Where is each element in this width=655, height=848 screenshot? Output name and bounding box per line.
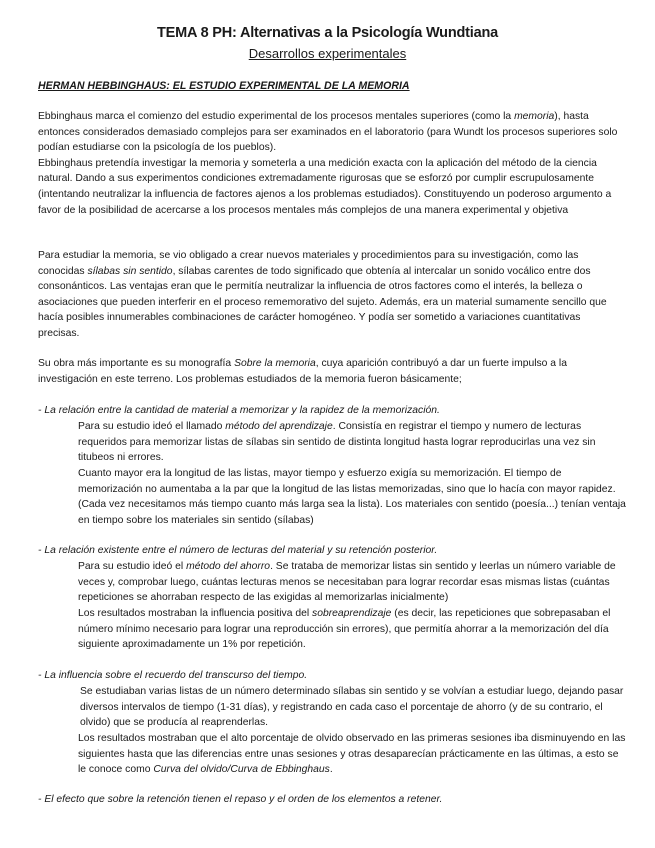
text-run: ), hasta entonces considerados demasiado complejos para ser examinados en el laboratorio (para Wundt los procesos superiores solo podían estudiarse con la psicología de los pueblos). (38, 111, 618, 154)
page-subtitle: Desarrollos experimentales (248, 46, 407, 61)
text-run: Para estudiar la memoria, se vio obligado a crear nuevos materiales y procedimientos para su investigación, como las conocidas (38, 250, 579, 277)
paragraph-monograph (38, 356, 623, 387)
emphasis-text: Sobre la memoria (234, 358, 316, 369)
text-run: Los resultados mostraban la influencia positiva del (78, 608, 313, 619)
section-heading: HERMAN HEBBINGHAUS: EL ESTUDIO EXPERIMENTAL DE LA MEMORIA (38, 80, 410, 92)
list-item-paragraph (78, 559, 626, 606)
emphasis-text: sobreaprendizaje (312, 608, 392, 619)
text-run: . (329, 764, 333, 776)
text-run: Se estudiaban varias listas de un número determinado sílabas sin sentido y se volvían a estudiar luego, dejando pasar diversos intervalos de tiempo (1-31 días), y registrando en cada caso el porcentaje de ahorro (y de su contrario, el olvido) que se producía al reaprenderlas. (80, 686, 624, 729)
text-run: Cuanto mayor era la longitud de las listas, mayor tiempo y esfuerzo exigía su memorización. El tiempo de memorización no aumentaba a la par que la longitud de las listas memorizadas, sino que lo hacía con mayor rapidez. (Cada vez necesitamos más tiempo cuanto más larga sea la lista). Los materiales con sentido (poesía...) tenían ventaja en tiempo sobre los materiales sin sentido (sílabas) (78, 468, 626, 526)
paragraph-materials (38, 248, 623, 342)
text-run: Ebbinghaus marca el comienzo del estudio experimental de los procesos mentales superiores (como la (38, 111, 515, 122)
list-item-heading: - La relación existente entre el número de lecturas del material y su retención posterior. (38, 545, 438, 556)
emphasis-text: memoria (514, 111, 555, 122)
text-run: (es decir, las repeticiones que sobrepasaban el número mínimo necesario para lograr una reproducción sin errores), que permitía ahorrar a la memorización del día siguiente aproximadamente un 1% por repetición. (78, 608, 611, 651)
paragraph-intro (38, 109, 623, 218)
text-run: , sílabas carentes de todo significado que obtenía al intercalar un sonido vocálico entre dos consonánticos. Las ventajas eran que le permitía neutralizar la influencia de otros factores como el interés, la belleza o asociaciones que pueden interferir en el proceso rememorativo del sujeto. Además, era un material sumamente sencillo que hacía posibles innumerables combinaciones de carácter homogéneo. Y podía ser sometido a variaciones cuantitativas precisas. (38, 265, 607, 339)
list-item-heading: - La relación entre la cantidad de material a memorizar y la rapidez de la memorización. (38, 405, 440, 416)
list-item-paragraph (78, 731, 626, 778)
emphasis-text: sílabas sin sentido (87, 265, 173, 277)
text-run: Su obra más importante es su monografía (38, 358, 235, 369)
text-run: Los resultados mostraban que el alto porcentaje de olvido observado en las primeras sesiones iba disminuyendo en las siguientes hasta que las diferencias entre unas sesiones y otras desaparecían prácticamente en las últimas, a esto se le conoce como (78, 733, 626, 776)
list-item-paragraph (78, 466, 626, 528)
emphasis-text: Curva del olvido/Curva de Ebbinghaus (153, 764, 330, 776)
list-item-paragraph (78, 419, 626, 466)
list-item-heading: - El efecto que sobre la retención tienen el repaso y el orden de los elementos a retener. (38, 794, 443, 805)
text-run: , cuya aparición contribuyó a dar un fuerte impulso a la investigación en este terreno. Los problemas estudiados de la memoria fueron básicamente; (38, 358, 567, 385)
text-run: . Se trataba de memorizar listas sin sentido y leerlas un número variable de veces y, comprobar luego, cuántas lecturas menos se necesitaban para lograr recordar esas mismas listas (cuántas repeticiones se ahorraban respecto de las exigidas al memorizarlas inicialmente) (78, 561, 616, 604)
list-item-paragraph (78, 606, 626, 653)
text-run: Ebbinghaus pretendía investigar la memoria y someterla a una medición exacta con la aplicación del método de la ciencia natural. Dando a sus experimentos condiciones extremadamente rigurosas que se esforzó por cumplir escrupulosamente (intentando neutralizar la influencia de factores ajenos a los problemas estudiados). Constituyendo un poderoso argumento a favor de la posibilidad de acercarse a los procesos mentales más complejos de una manera experimental y objetiva (38, 157, 612, 216)
list-item-heading: - La influencia sobre el recuerdo del transcurso del tiempo. (38, 670, 308, 681)
emphasis-text: método del ahorro (186, 561, 271, 572)
emphasis-text: método del aprendizaje (225, 421, 333, 432)
text-run: Para su estudio ideó el llamado (78, 421, 226, 432)
list-item-paragraph (80, 684, 628, 731)
text-run: Para su estudio ideó el (78, 561, 187, 572)
text-run: . Consistía en registrar el tiempo y numero de lecturas requeridos para memorizar listas de sílabas sin sentido de distinta longitud hasta lograr reproducirlas una vez sin titubeos ni errores. (78, 421, 596, 464)
page-title: TEMA 8 PH: Alternativas a la Psicología Wundtiana (157, 25, 498, 41)
